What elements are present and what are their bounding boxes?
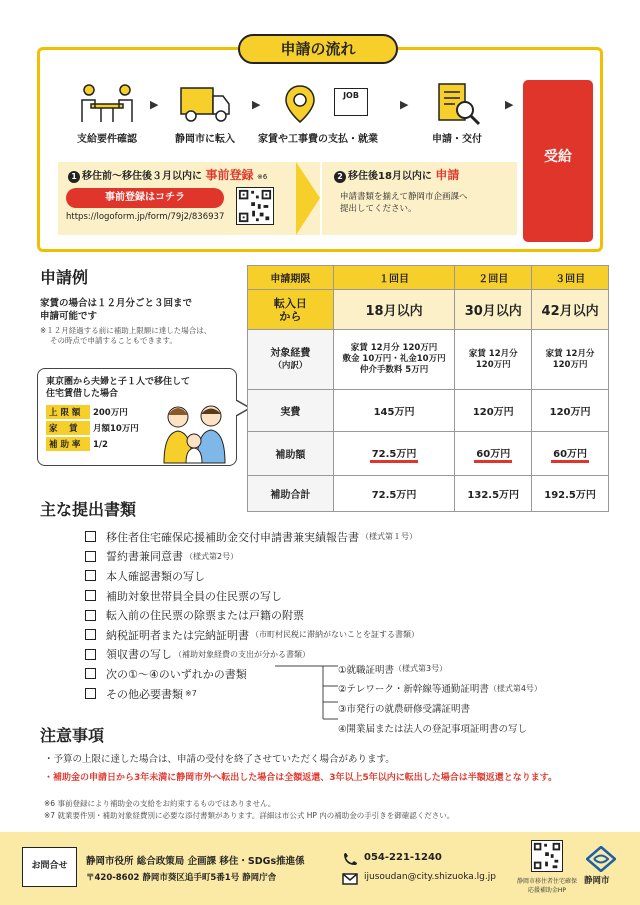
footer-address: 〒420-8602 静岡市葵区追手町5番1号 静岡庁舎 [86, 873, 277, 883]
footer-org: 静岡市役所 総合政策局 企画課 移住・SDGs推進係 [86, 856, 305, 867]
flow-title: 申請の流れ [238, 34, 398, 64]
table-row-target [248, 330, 609, 390]
apply-desc: 申請書類を揃えて静岡市企画課へ 提出してください。 [340, 192, 468, 214]
arrow-icon: ▶ [150, 98, 159, 111]
case-bubble [37, 368, 237, 466]
list-item: 補助対象世帯員全員の住民票の写し [85, 586, 419, 606]
case-title: 東京圏から夫婦と子１人で移住して 住宅賃借した場合 [46, 377, 191, 399]
table-cell: 60万円 [532, 432, 609, 476]
checkbox[interactable] [85, 570, 96, 581]
pre-register-heading: 1 移住前〜移住後３月以内に 事前登録 ※6 [58, 162, 320, 183]
case-rows: 上 限 額 200万円 家 賃 月額10万円 補 助 率 1/2 [38, 400, 236, 453]
arrow-icon: ▶ [505, 98, 514, 111]
pre-register-link-button[interactable]: 事前登録はコチラ [66, 188, 224, 208]
connector-lines [275, 660, 341, 722]
table-cell: 120万円 [532, 390, 609, 432]
list-item: その他必要書類 ※7 [85, 684, 419, 704]
example-title: 申請例 [40, 268, 89, 287]
note-line-1: ・予算の上限に達した場合は、申請の受付を終了させていただく場合があります。 [44, 754, 395, 765]
step-label: 支給要件確認 [77, 134, 137, 145]
note-line-2: ・補助金の申請日から3年未満に静岡市外へ転出した場合は全額返還、3年以上5年以内に転出した場合は半額返還となります。 [44, 773, 558, 783]
sub-list-item: ①就職証明書 （様式第3号） [338, 664, 448, 676]
notes-title: 注意事項 [40, 726, 105, 745]
table-cell: 家賃 12月分 120万円 [532, 330, 609, 390]
mail-icon [342, 873, 358, 885]
chevron-arrow [296, 162, 320, 235]
arrow-icon: ▶ [400, 98, 409, 111]
step-label: 申請・交付 [432, 134, 482, 145]
city-name: 静岡市 [584, 876, 610, 886]
sub-list-item: ③市発行の就農研修受講証明書 [338, 703, 471, 715]
step-payment [258, 82, 378, 145]
footnote-6: ※6 事前登録により補助金の支給をお約束するものではありません。 [44, 799, 276, 808]
table-cell: 60万円 [455, 432, 532, 476]
footer-phone[interactable]: 054-221-1240 [364, 852, 442, 863]
checkbox[interactable] [85, 629, 96, 640]
table-cell: 72.5万円 [333, 432, 455, 476]
pre-register-url[interactable]: https://logoform.jp/form/79j2/836937 [66, 212, 225, 222]
list-item: 納税証明者または完納証明書 （市町村民税に滞納がないことを証する書類） [85, 625, 419, 645]
checkbox[interactable] [85, 649, 96, 660]
table-header-cell: ２回目 [455, 266, 532, 290]
sub-list-item: ②テレワーク・新幹線等通勤証明書 （様式第4号） [338, 683, 542, 696]
documents-title: 主な提出書類 [40, 500, 137, 519]
sub-documents-list [338, 659, 542, 737]
table-cell: 30月以内 [455, 290, 532, 330]
apply-band [322, 162, 517, 235]
total-label: 補助合計 [248, 476, 334, 512]
table-row-tenyu [248, 290, 609, 330]
rent-small-note: ※１２月経過する前に補助上限額に達した場合は、 その時点で申請することもできます。 [40, 326, 212, 345]
table-cell: 120万円 [455, 390, 532, 432]
document-search-icon [427, 82, 487, 126]
table-header-row [248, 266, 609, 290]
actual-label: 実費 [248, 390, 334, 432]
phone-icon [342, 852, 358, 866]
list-item: 本人確認書類の写し [85, 566, 419, 586]
table-cell: 家賃 12月分 120万円 敷金 10万円・礼金10万円 仲介手数料 5万円 [333, 330, 455, 390]
step-label: 家賃や工事費の支払・就業 [258, 134, 378, 145]
table-header-cell: 申請期限 [248, 266, 334, 290]
table-cell: 72.5万円 [333, 476, 455, 512]
rent-note: 家賃の場合は１２月分ごと３回まで 申請可能です [40, 298, 193, 322]
table-cell: 145万円 [333, 390, 455, 432]
qr-code-icon [531, 840, 563, 872]
list-item: 転入前の住民票の除票または戸籍の附票 [85, 605, 419, 625]
receive-box: 受給 [523, 80, 593, 242]
checkbox[interactable] [85, 551, 96, 562]
table-row-subsidy [248, 432, 609, 476]
step-label: 静岡市に転入 [175, 134, 235, 145]
table-header-cell: ３回目 [532, 266, 609, 290]
checkbox[interactable] [85, 610, 96, 621]
list-item: 誓約書兼同意書 （様式第2号） [85, 547, 419, 567]
table-row-actual [248, 390, 609, 432]
table-row-total [248, 476, 609, 512]
contact-label: お問合せ [22, 847, 77, 887]
table-cell: 18月以内 [333, 290, 455, 330]
table-cell: 132.5万円 [455, 476, 532, 512]
job-sign: JOB [334, 88, 368, 116]
checkbox[interactable] [85, 668, 96, 679]
step-apply [412, 82, 502, 145]
checkbox[interactable] [85, 688, 96, 699]
subsidy-label: 補助額 [248, 432, 334, 476]
footer-email[interactable]: ijusoudan@city.shizuoka.lg.jp [364, 872, 496, 882]
location-pin-icon [278, 82, 322, 126]
city-emblem-icon [586, 846, 616, 872]
target-label: 対象経費 （内訳） [248, 330, 334, 390]
table-header-cell: １回目 [333, 266, 455, 290]
list-item: 次の①〜④のいずれかの書類 [85, 664, 419, 684]
arrow-icon: ▶ [252, 98, 261, 111]
footnote-7: ※7 就業要件別・補助対象経費別に必要な添付書類があります。詳細は市公式 HP 内の補助金の手引きを御確認ください。 [44, 811, 455, 820]
qr-caption: 静岡市移住者住宅確保 応援補助金HP [516, 878, 577, 894]
apply-heading: 2 移住後18月以内に 申請 [322, 162, 517, 183]
qr-code-icon [236, 187, 274, 225]
truck-icon [175, 82, 235, 126]
checkbox[interactable] [85, 531, 96, 542]
tenyu-label: 転入日 から [248, 290, 334, 330]
list-item: 領収書の写し （補助対象経費の支出が分かる書類） [85, 645, 419, 665]
table-cell: 192.5万円 [532, 476, 609, 512]
family-illustration [156, 401, 234, 465]
step-requirements [62, 82, 152, 145]
checkbox[interactable] [85, 590, 96, 601]
table-cell: 42月以内 [532, 290, 609, 330]
application-table [247, 265, 609, 512]
list-item: 移住者住宅確保応援補助金交付申請書兼実績報告書 （様式第１号） [85, 527, 419, 547]
step-move-in [160, 82, 250, 145]
table-cell: 家賃 12月分 120万円 [455, 330, 532, 390]
sub-list-item: ④開業届または法人の登記事項証明書の写し [338, 723, 528, 735]
meeting-icon [77, 82, 137, 126]
